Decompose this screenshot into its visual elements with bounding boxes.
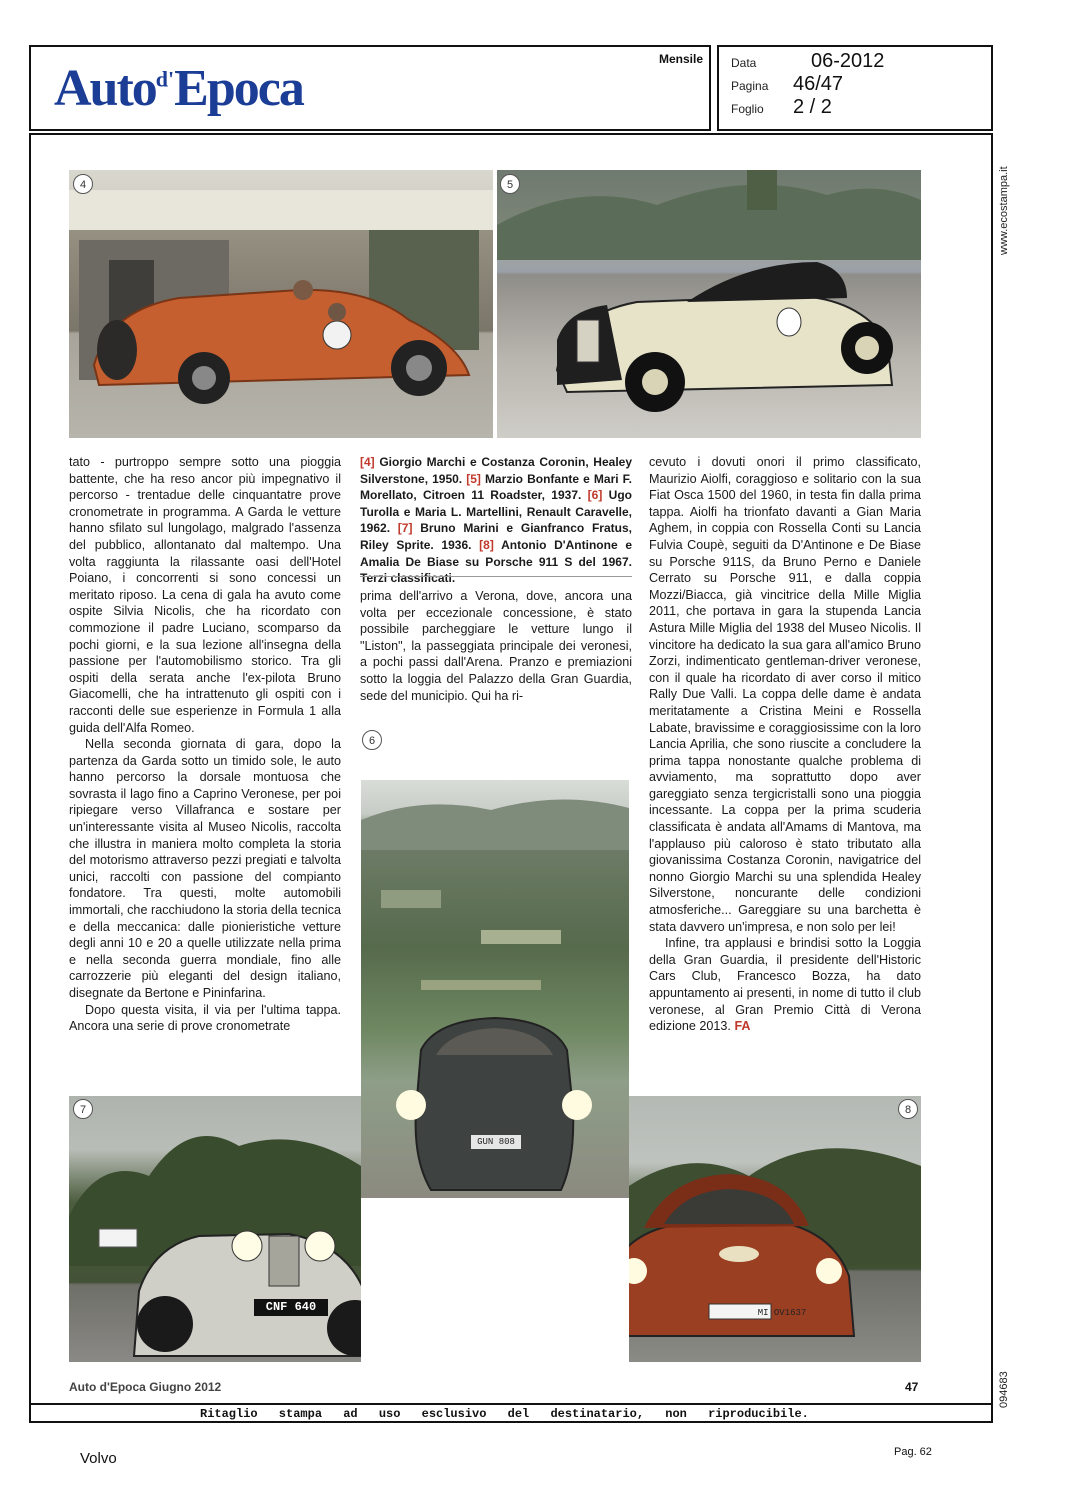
photo-5-drawing (497, 170, 921, 438)
photo-captions (360, 454, 632, 587)
caption-num-4: [4] (360, 455, 375, 469)
col3-paragraph-1: cevuto i dovuti onori il primo classificato, Maurizio Aiolfi, coraggioso e solitario con la sua Fiat Osca 1500 del 1960, in testa fin dalla prima tappa. Aiolfi ha trionfato davanti a Gian Maria Aghem, in coppia con Rossella Conti su Lancia Fulvia Coupè, seguiti da D'Antinone e De Biase su Porsche 911S, da Bruno Perno e Daniele Cerrato su Porsche 911, e dalla coppia Mozzi/Biacca, già vincitrice della Mille Miglia 2011, che portava in gara la stupenda Lancia Astura Mille Miglia del 1938 del Museo Nicolis. Il vincitore ha dedicato la sua gara all'amico Bruno Zorzi, indimenticato gentleman-driver veronese, con il quale ha ricordato di aver corso il mitico Rally Due Valli. La coppa delle dame è andata meritatamente a Cristina Meini e Rossella Labate, bravissime e coraggiosissime con la loro Lancia Aprilia, che sono riuscite a concludere la prima tappa nonostante qualche problema di avviamento, ma soprattutto dopo aver gareggiato senza tergicristalli sono una pioggia incessante. La coppa per la prima scuderia classificata è andata all'Amams di Mantova, ma l'applauso più caloroso è stato tributato alla giovanissima Costanza Coronin, navigatrice del nonno Giorgio Marchi su una splendida Healey Silverstone, noncurante delle condizioni atmosferiche... Gareggiare su una barchetta è stata davvero un'impresa, e non solo per lei! (649, 455, 921, 934)
col1-paragraph-3: Dopo questa visita, il via per l'ultima tappa. Ancora una serie di prove cronometrate (69, 1002, 341, 1034)
page-footer-number: 47 (905, 1380, 919, 1394)
col1-paragraph-1: tato - purtroppo sempre sotto una pioggia battente, che ha reso ancor più impegnativo il percorso - trentadue delle cinquantatre prove cronometrate in programma. A Garda le vetture hanno sfilato sul lungolago, malgrado l'assenza del pubblico, allontanato dal maltempo. Una volta raggiunta la rilassante oasi dell'Hotel Poiano, i concorrenti si sono concessi un meritato riposo. La cena di gala ha avuto come ospite Silvia Nicolis, che ha ricordato con commozione il padre Luciano, scomparso da pochi giorni, e la sua lezione all'insegna della passione per l'automobilismo storico. Tra gli ospiti della serata anche l'ex-pilota Bruno Giacomelli, che ha intrattenuto gli ospiti con i racconti delle sue esperienze in Formula 1 alla guida dell'Alfa Romeo. (69, 455, 341, 735)
bottom-page-number: Pag. 62 (894, 1446, 932, 1458)
photo-7-plate: CNF 640 (265, 1300, 317, 1314)
photo-8-number: 8 (898, 1099, 918, 1119)
masthead-box (29, 45, 711, 131)
page-footer-magazine (69, 1380, 221, 1394)
magazine-logo (54, 60, 303, 117)
caption-text-5: Marzio Bonfante e Mari F. Morellato, Citroen 11 Roadster, 1937. (360, 471, 632, 503)
footer-mag-name: Auto d'Epoca (69, 1380, 146, 1394)
col1-paragraph-2: Nella seconda giornata di gara, dopo la partenza da Garda sotto un timido sole, le auto hanno percorso la dorsale montuosa che sovrasta il lago fino a Caprino Veronese, per poi ripiegare verso Villafranca e sostare per un'interessante visita al Museo Nicolis, raccolta che illustra in maniera molto completa la storia del motorismo attraverso pezzi pregiati e talvolta unici, raccolti con passione del compianto fondatore. Tra questi, molte automobili immortali, che racchiudono la storia della tecnica e della meccanica: dalle pionieristiche vetture degli anni 10 e 20 a quelle utilizzate nella prima e nella seconda guerra mondiale, fino alle carrozzerie più eleganti del design italiano, disegnate da Bertone e Pininfarina. (69, 737, 341, 1000)
col3-paragraph-2-text: Infine, tra applausi e brindisi sotto la Loggia della Gran Guardia, il presidente dell'Historic Cars Club, Francesco Bozza, ha dato appuntamento ai presenti, in nome di tutto il club veronese, al Gran Premio Città di Verona edizione 2013. (649, 936, 921, 1034)
article-column-1 (69, 454, 341, 1035)
photo-6-number: 6 (362, 730, 382, 750)
caption-num-5: [5] (466, 471, 481, 486)
photo-6-plate: GUN 808 (477, 1137, 515, 1147)
photo-8-porsche (629, 1096, 921, 1362)
caption-num-8: [8] (479, 537, 494, 552)
footer-month: Giugno 2012 (149, 1380, 222, 1394)
pagina-value: 46/47 (793, 73, 844, 95)
data-label: Data (731, 56, 757, 70)
pagina-label: Pagina (731, 79, 769, 93)
caption-text-7: Bruno Marini e Gianfranco Fratus, Riley Sprite. 1936. (360, 521, 632, 552)
logo-epoca: Epoca (174, 60, 303, 117)
col3-paragraph-2 (649, 935, 921, 1035)
photo-7-riley (69, 1096, 361, 1362)
logo-auto: Auto (54, 60, 156, 117)
code-vertical: 094683 (998, 1371, 1010, 1408)
logo-sup: d' (155, 66, 175, 92)
caption-text-6: Ugo Turolla e Maria L. Martellini, Renault Caravelle, 1962. (360, 488, 632, 536)
col2-paragraph-1: prima dell'arrivo a Verona, dove, ancora una volta per eccezionale concessione, è stato possibile parcheggiare le vetture lungo il "Liston", la passeggiata principale dei veronesi, a pochi passi dall'Arena. Pranzo e premiazioni sotto la loggia del Palazzo della Gran Guardia, sede del municipio. Qui ha ri- (360, 589, 632, 703)
clipping-notice: Ritaglio stampa ad uso esclusivo del destinatario, non riproducibile. (200, 1407, 809, 1421)
photo-7-number: 7 (73, 1099, 93, 1119)
photo-4-number: 4 (73, 174, 93, 194)
data-value: 06-2012 (811, 50, 885, 72)
photo-4-drawing (69, 170, 493, 438)
caption-divider (360, 576, 632, 577)
caption-text-8: Antonio D'Antinone e Amalia De Biase su Porsche 911 S del 1967. Terzi classificati. (360, 537, 632, 586)
caption-num-7: [7] (397, 521, 413, 536)
article-column-2 (360, 588, 632, 704)
website-vertical: www.ecostampa.it (998, 166, 1010, 255)
photo-4-healey (69, 170, 493, 438)
caption-text-4: Giorgio Marchi e Costanza Coronin, Healey Silverstone, 1950. (360, 455, 633, 486)
meta-box (717, 45, 993, 131)
photo-5-number: 5 (500, 174, 520, 194)
client-name: Volvo (80, 1450, 117, 1467)
photo-8-plate: MI OV1637 (757, 1308, 807, 1318)
foglio-value: 2 / 2 (793, 96, 832, 118)
photo-7-drawing (69, 1096, 361, 1362)
author-signature: FA (734, 1019, 751, 1034)
strip-divider (29, 1403, 993, 1405)
frequency-label: Mensile (658, 52, 703, 66)
foglio-label: Foglio (731, 102, 764, 116)
photo-8-drawing (629, 1096, 921, 1362)
article-column-3 (649, 454, 921, 1035)
caption-num-6: [6] (587, 488, 603, 503)
photo-5-citroen (497, 170, 921, 438)
